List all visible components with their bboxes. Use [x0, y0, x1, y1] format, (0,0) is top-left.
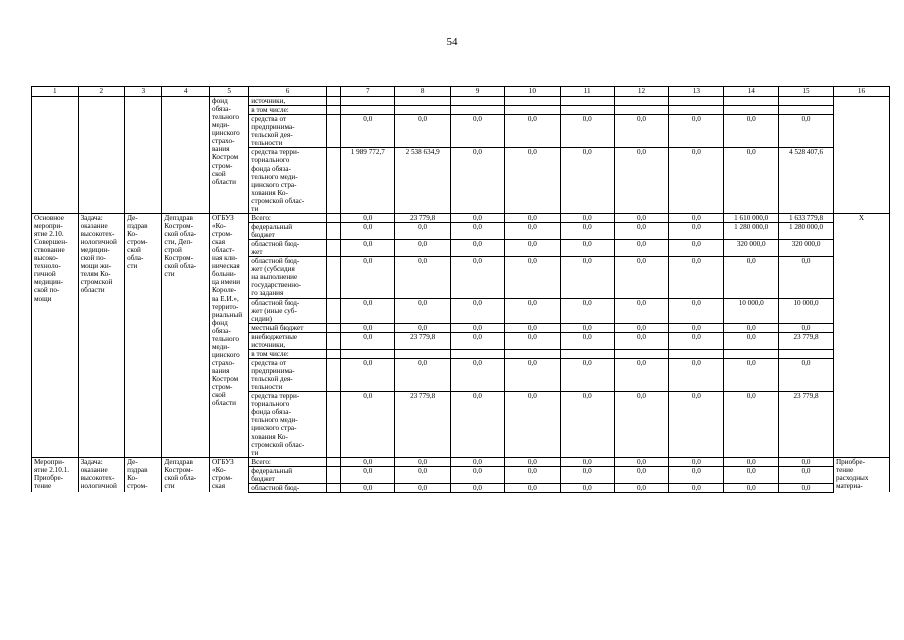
funding-source-label: средства от предпринима- тельской дея- тельности: [249, 358, 327, 391]
funding-source-label: местный бюджет: [249, 323, 327, 332]
funding-source-label: источники,: [249, 97, 327, 106]
value-cell: [451, 106, 505, 115]
funding-source-label: областной бюд-: [249, 483, 327, 492]
value-cell: 23 779,8: [395, 213, 451, 222]
header-cell: 3: [125, 87, 162, 97]
value-cell: 0,0: [451, 115, 505, 148]
value-cell: 0,0: [779, 257, 834, 298]
value-cell: 23 779,8: [779, 332, 834, 349]
page-number: 54: [446, 36, 458, 48]
value-cell: 0,0: [504, 213, 560, 222]
value-cell: [504, 106, 560, 115]
value-cell: 0,0: [614, 240, 669, 257]
col1-cell: Основное меропри- ятие 2.10. Совершен- ствование высоко- техноло- гичной медицин- ской по- мощи: [32, 213, 79, 457]
blank-cell: [326, 349, 340, 358]
col1-cell: Меропри- ятие 2.10.1. Приобре- тение: [32, 457, 79, 492]
col2-cell: [78, 97, 125, 214]
value-cell: 0,0: [395, 457, 451, 466]
value-cell: 0,0: [395, 323, 451, 332]
header-cell: 6: [249, 87, 327, 97]
header-cell: 14: [724, 87, 779, 97]
header-cell: [326, 87, 340, 97]
value-cell: [341, 97, 395, 106]
value-cell: 0,0: [724, 148, 779, 214]
header-cell: 1: [32, 87, 79, 97]
value-cell: 0,0: [395, 257, 451, 298]
budget-table: [31, 86, 890, 493]
funding-source-label: федеральный бюджет: [249, 222, 327, 239]
value-cell: 0,0: [669, 358, 724, 391]
value-cell: 0,0: [724, 483, 779, 492]
value-cell: 0,0: [395, 115, 451, 148]
value-cell: 1 989 772,7: [341, 148, 395, 214]
value-cell: 0,0: [341, 392, 395, 458]
value-cell: 0,0: [614, 115, 669, 148]
value-cell: [669, 97, 724, 106]
blank-cell: [326, 97, 340, 106]
col2-cell: Задача: оказание высокотех- нологичной медицин- ской по- мощи жи- телям Ко- стромской области: [78, 213, 125, 457]
value-cell: 0,0: [395, 483, 451, 492]
value-cell: 1 280 000,0: [779, 222, 834, 239]
value-cell: 23 779,8: [779, 392, 834, 458]
blank-cell: [326, 115, 340, 148]
value-cell: 0,0: [504, 358, 560, 391]
value-cell: 0,0: [669, 222, 724, 239]
value-cell: [779, 106, 834, 115]
value-cell: 0,0: [451, 213, 505, 222]
value-cell: [779, 97, 834, 106]
value-cell: 0,0: [724, 358, 779, 391]
value-cell: 0,0: [341, 298, 395, 323]
header-cell: 2: [78, 87, 125, 97]
funding-source-label: в том числе:: [249, 349, 327, 358]
value-cell: [614, 349, 669, 358]
value-cell: 0,0: [614, 332, 669, 349]
col5-cell: ОГБУЗ «Ко- стром- ская: [209, 457, 248, 492]
value-cell: 0,0: [341, 115, 395, 148]
value-cell: 0,0: [614, 213, 669, 222]
value-cell: 0,0: [779, 323, 834, 332]
value-cell: 0,0: [395, 222, 451, 239]
blank-cell: [326, 148, 340, 214]
blank-cell: [326, 323, 340, 332]
value-cell: 0,0: [724, 323, 779, 332]
value-cell: 0,0: [504, 483, 560, 492]
value-cell: 0,0: [614, 392, 669, 458]
value-cell: 0,0: [504, 457, 560, 466]
col2-cell: Задача: оказание высокотех- нологичной: [78, 457, 125, 492]
value-cell: [451, 97, 505, 106]
blank-cell: [326, 213, 340, 222]
table-row: [32, 457, 890, 466]
value-cell: [614, 106, 669, 115]
col16-cell: X: [833, 213, 889, 457]
blank-cell: [326, 298, 340, 323]
value-cell: 0,0: [669, 257, 724, 298]
funding-source-label: областной бюд- жет (субсидия на выполнение государственно- го задания: [249, 257, 327, 298]
value-cell: 0,0: [669, 332, 724, 349]
value-cell: 0,0: [451, 148, 505, 214]
blank-cell: [326, 106, 340, 115]
value-cell: [724, 97, 779, 106]
blank-cell: [326, 392, 340, 458]
value-cell: [504, 97, 560, 106]
value-cell: 0,0: [395, 240, 451, 257]
value-cell: 0,0: [614, 483, 669, 492]
value-cell: 0,0: [560, 323, 614, 332]
value-cell: 0,0: [669, 466, 724, 483]
value-cell: 0,0: [560, 298, 614, 323]
value-cell: 0,0: [560, 257, 614, 298]
funding-source-label: средства терри- ториального фонда обяза- тельного меди- цинского стра- хования Ко- стромской облас- ти: [249, 148, 327, 214]
header-cell: 15: [779, 87, 834, 97]
blank-cell: [326, 358, 340, 391]
value-cell: 0,0: [614, 466, 669, 483]
value-cell: [669, 106, 724, 115]
col3-cell: Де- пздрав Ко- стром-: [125, 457, 162, 492]
value-cell: 0,0: [614, 298, 669, 323]
value-cell: 0,0: [669, 240, 724, 257]
value-cell: 0,0: [341, 358, 395, 391]
col5-cell: фонд обяза- тельного меди- цинского страхо- вания Костром стром- ской области: [209, 97, 248, 214]
value-cell: 10 000,0: [779, 298, 834, 323]
value-cell: 0,0: [451, 332, 505, 349]
funding-source-label: средства от предпринима- тельской дея- тельности: [249, 115, 327, 148]
funding-source-label: областной бюд- жет (иные суб- сидии): [249, 298, 327, 323]
value-cell: 4 528 407,6: [779, 148, 834, 214]
col16-cell: Приобре- тение расходных материа-: [833, 457, 889, 492]
value-cell: 0,0: [451, 358, 505, 391]
value-cell: 0,0: [779, 483, 834, 492]
blank-cell: [326, 332, 340, 349]
table-row: [32, 213, 890, 222]
value-cell: 0,0: [669, 213, 724, 222]
value-cell: 1 633 779,8: [779, 213, 834, 222]
value-cell: 0,0: [560, 483, 614, 492]
value-cell: 0,0: [451, 222, 505, 239]
value-cell: 0,0: [724, 115, 779, 148]
value-cell: 0,0: [395, 298, 451, 323]
value-cell: [341, 106, 395, 115]
value-cell: 0,0: [614, 323, 669, 332]
value-cell: [724, 349, 779, 358]
blank-cell: [326, 483, 340, 492]
value-cell: 0,0: [560, 213, 614, 222]
value-cell: 0,0: [504, 222, 560, 239]
value-cell: 0,0: [504, 298, 560, 323]
value-cell: 0,0: [504, 466, 560, 483]
value-cell: 0,0: [341, 222, 395, 239]
header-cell: 16: [833, 87, 889, 97]
value-cell: 0,0: [451, 298, 505, 323]
value-cell: 0,0: [504, 148, 560, 214]
value-cell: 0,0: [614, 457, 669, 466]
value-cell: 0,0: [560, 392, 614, 458]
value-cell: 0,0: [504, 323, 560, 332]
blank-cell: [326, 240, 340, 257]
value-cell: 23 779,8: [395, 332, 451, 349]
funding-source-label: Всего:: [249, 457, 327, 466]
value-cell: 0,0: [451, 392, 505, 458]
funding-source-label: средства терри- ториального фонда обяза- тельного меди- цинского стра- хования Ко- стромской облас- ти: [249, 392, 327, 458]
col5-cell: ОГБУЗ «Ко- стром- ская област- ная кли- ническая больни- ца имени Короле- ва Е.И.», террито- риальный фонд обяза- тельного меди- цинского страхо- вания Костром стром- ской области: [209, 213, 248, 457]
value-cell: [504, 349, 560, 358]
col3-cell: Де- пздрав Ко- стром- ской обла- сти: [125, 213, 162, 457]
value-cell: 0,0: [341, 466, 395, 483]
value-cell: [724, 106, 779, 115]
header-cell: 10: [504, 87, 560, 97]
header-cell: 5: [209, 87, 248, 97]
value-cell: 0,0: [669, 457, 724, 466]
value-cell: 0,0: [451, 240, 505, 257]
table-header-row: [32, 87, 890, 97]
value-cell: 0,0: [451, 457, 505, 466]
value-cell: 0,0: [451, 483, 505, 492]
table-row: [32, 97, 890, 106]
value-cell: [395, 106, 451, 115]
blank-cell: [326, 222, 340, 239]
col1-cell: [32, 97, 79, 214]
value-cell: 0,0: [779, 358, 834, 391]
funding-source-label: федеральный бюджет: [249, 466, 327, 483]
value-cell: 23 779,8: [395, 392, 451, 458]
funding-source-label: внебюджетные источники,: [249, 332, 327, 349]
value-cell: 0,0: [669, 483, 724, 492]
value-cell: 0,0: [724, 457, 779, 466]
value-cell: 0,0: [724, 392, 779, 458]
value-cell: 0,0: [560, 358, 614, 391]
value-cell: 0,0: [451, 323, 505, 332]
value-cell: 0,0: [395, 358, 451, 391]
header-cell: 11: [560, 87, 614, 97]
value-cell: 0,0: [341, 213, 395, 222]
value-cell: 0,0: [504, 115, 560, 148]
value-cell: [451, 349, 505, 358]
value-cell: 0,0: [560, 148, 614, 214]
value-cell: [560, 97, 614, 106]
value-cell: 0,0: [560, 457, 614, 466]
value-cell: 0,0: [779, 115, 834, 148]
value-cell: 0,0: [669, 298, 724, 323]
funding-source-label: областной бюд- жет: [249, 240, 327, 257]
value-cell: 0,0: [724, 257, 779, 298]
value-cell: 0,0: [724, 466, 779, 483]
funding-source-label: в том числе:: [249, 106, 327, 115]
value-cell: 0,0: [669, 115, 724, 148]
blank-cell: [326, 457, 340, 466]
value-cell: [560, 349, 614, 358]
value-cell: [560, 106, 614, 115]
col4-cell: [162, 97, 210, 214]
value-cell: [614, 97, 669, 106]
header-cell: 12: [614, 87, 669, 97]
value-cell: 0,0: [341, 323, 395, 332]
value-cell: 0,0: [614, 358, 669, 391]
blank-cell: [326, 257, 340, 298]
value-cell: 0,0: [560, 240, 614, 257]
value-cell: [395, 349, 451, 358]
value-cell: 0,0: [560, 466, 614, 483]
value-cell: [395, 97, 451, 106]
header-cell: 13: [669, 87, 724, 97]
col3-cell: [125, 97, 162, 214]
value-cell: 0,0: [504, 332, 560, 349]
value-cell: 320 000,0: [724, 240, 779, 257]
value-cell: 0,0: [504, 257, 560, 298]
value-cell: 2 538 634,9: [395, 148, 451, 214]
col16-cell: [833, 97, 889, 214]
value-cell: [779, 349, 834, 358]
value-cell: 1 610 000,0: [724, 213, 779, 222]
value-cell: 1 280 000,0: [724, 222, 779, 239]
header-cell: 7: [341, 87, 395, 97]
header-cell: 8: [395, 87, 451, 97]
value-cell: [669, 349, 724, 358]
value-cell: 0,0: [451, 257, 505, 298]
value-cell: 0,0: [504, 240, 560, 257]
header-cell: 9: [451, 87, 505, 97]
value-cell: 0,0: [614, 148, 669, 214]
value-cell: 0,0: [779, 466, 834, 483]
value-cell: [341, 349, 395, 358]
value-cell: 0,0: [669, 148, 724, 214]
blank-cell: [326, 466, 340, 483]
value-cell: 0,0: [341, 332, 395, 349]
value-cell: 0,0: [341, 240, 395, 257]
value-cell: 0,0: [614, 222, 669, 239]
value-cell: 0,0: [341, 457, 395, 466]
value-cell: 0,0: [504, 392, 560, 458]
value-cell: 0,0: [779, 457, 834, 466]
value-cell: 320 000,0: [779, 240, 834, 257]
value-cell: 0,0: [560, 332, 614, 349]
value-cell: 0,0: [451, 466, 505, 483]
value-cell: 0,0: [560, 222, 614, 239]
value-cell: 0,0: [669, 323, 724, 332]
value-cell: 0,0: [614, 257, 669, 298]
value-cell: 0,0: [395, 466, 451, 483]
value-cell: 0,0: [560, 115, 614, 148]
value-cell: 0,0: [669, 392, 724, 458]
value-cell: 0,0: [724, 332, 779, 349]
value-cell: 0,0: [341, 483, 395, 492]
col4-cell: Депздрав Костром- ской обла- сти, Деп- строй Костром- ской обла- сти: [162, 213, 210, 457]
col4-cell: Депздрав Костром- ской обла- сти: [162, 457, 210, 492]
funding-source-label: Всего:: [249, 213, 327, 222]
value-cell: 0,0: [341, 257, 395, 298]
value-cell: 10 000,0: [724, 298, 779, 323]
header-cell: 4: [162, 87, 210, 97]
